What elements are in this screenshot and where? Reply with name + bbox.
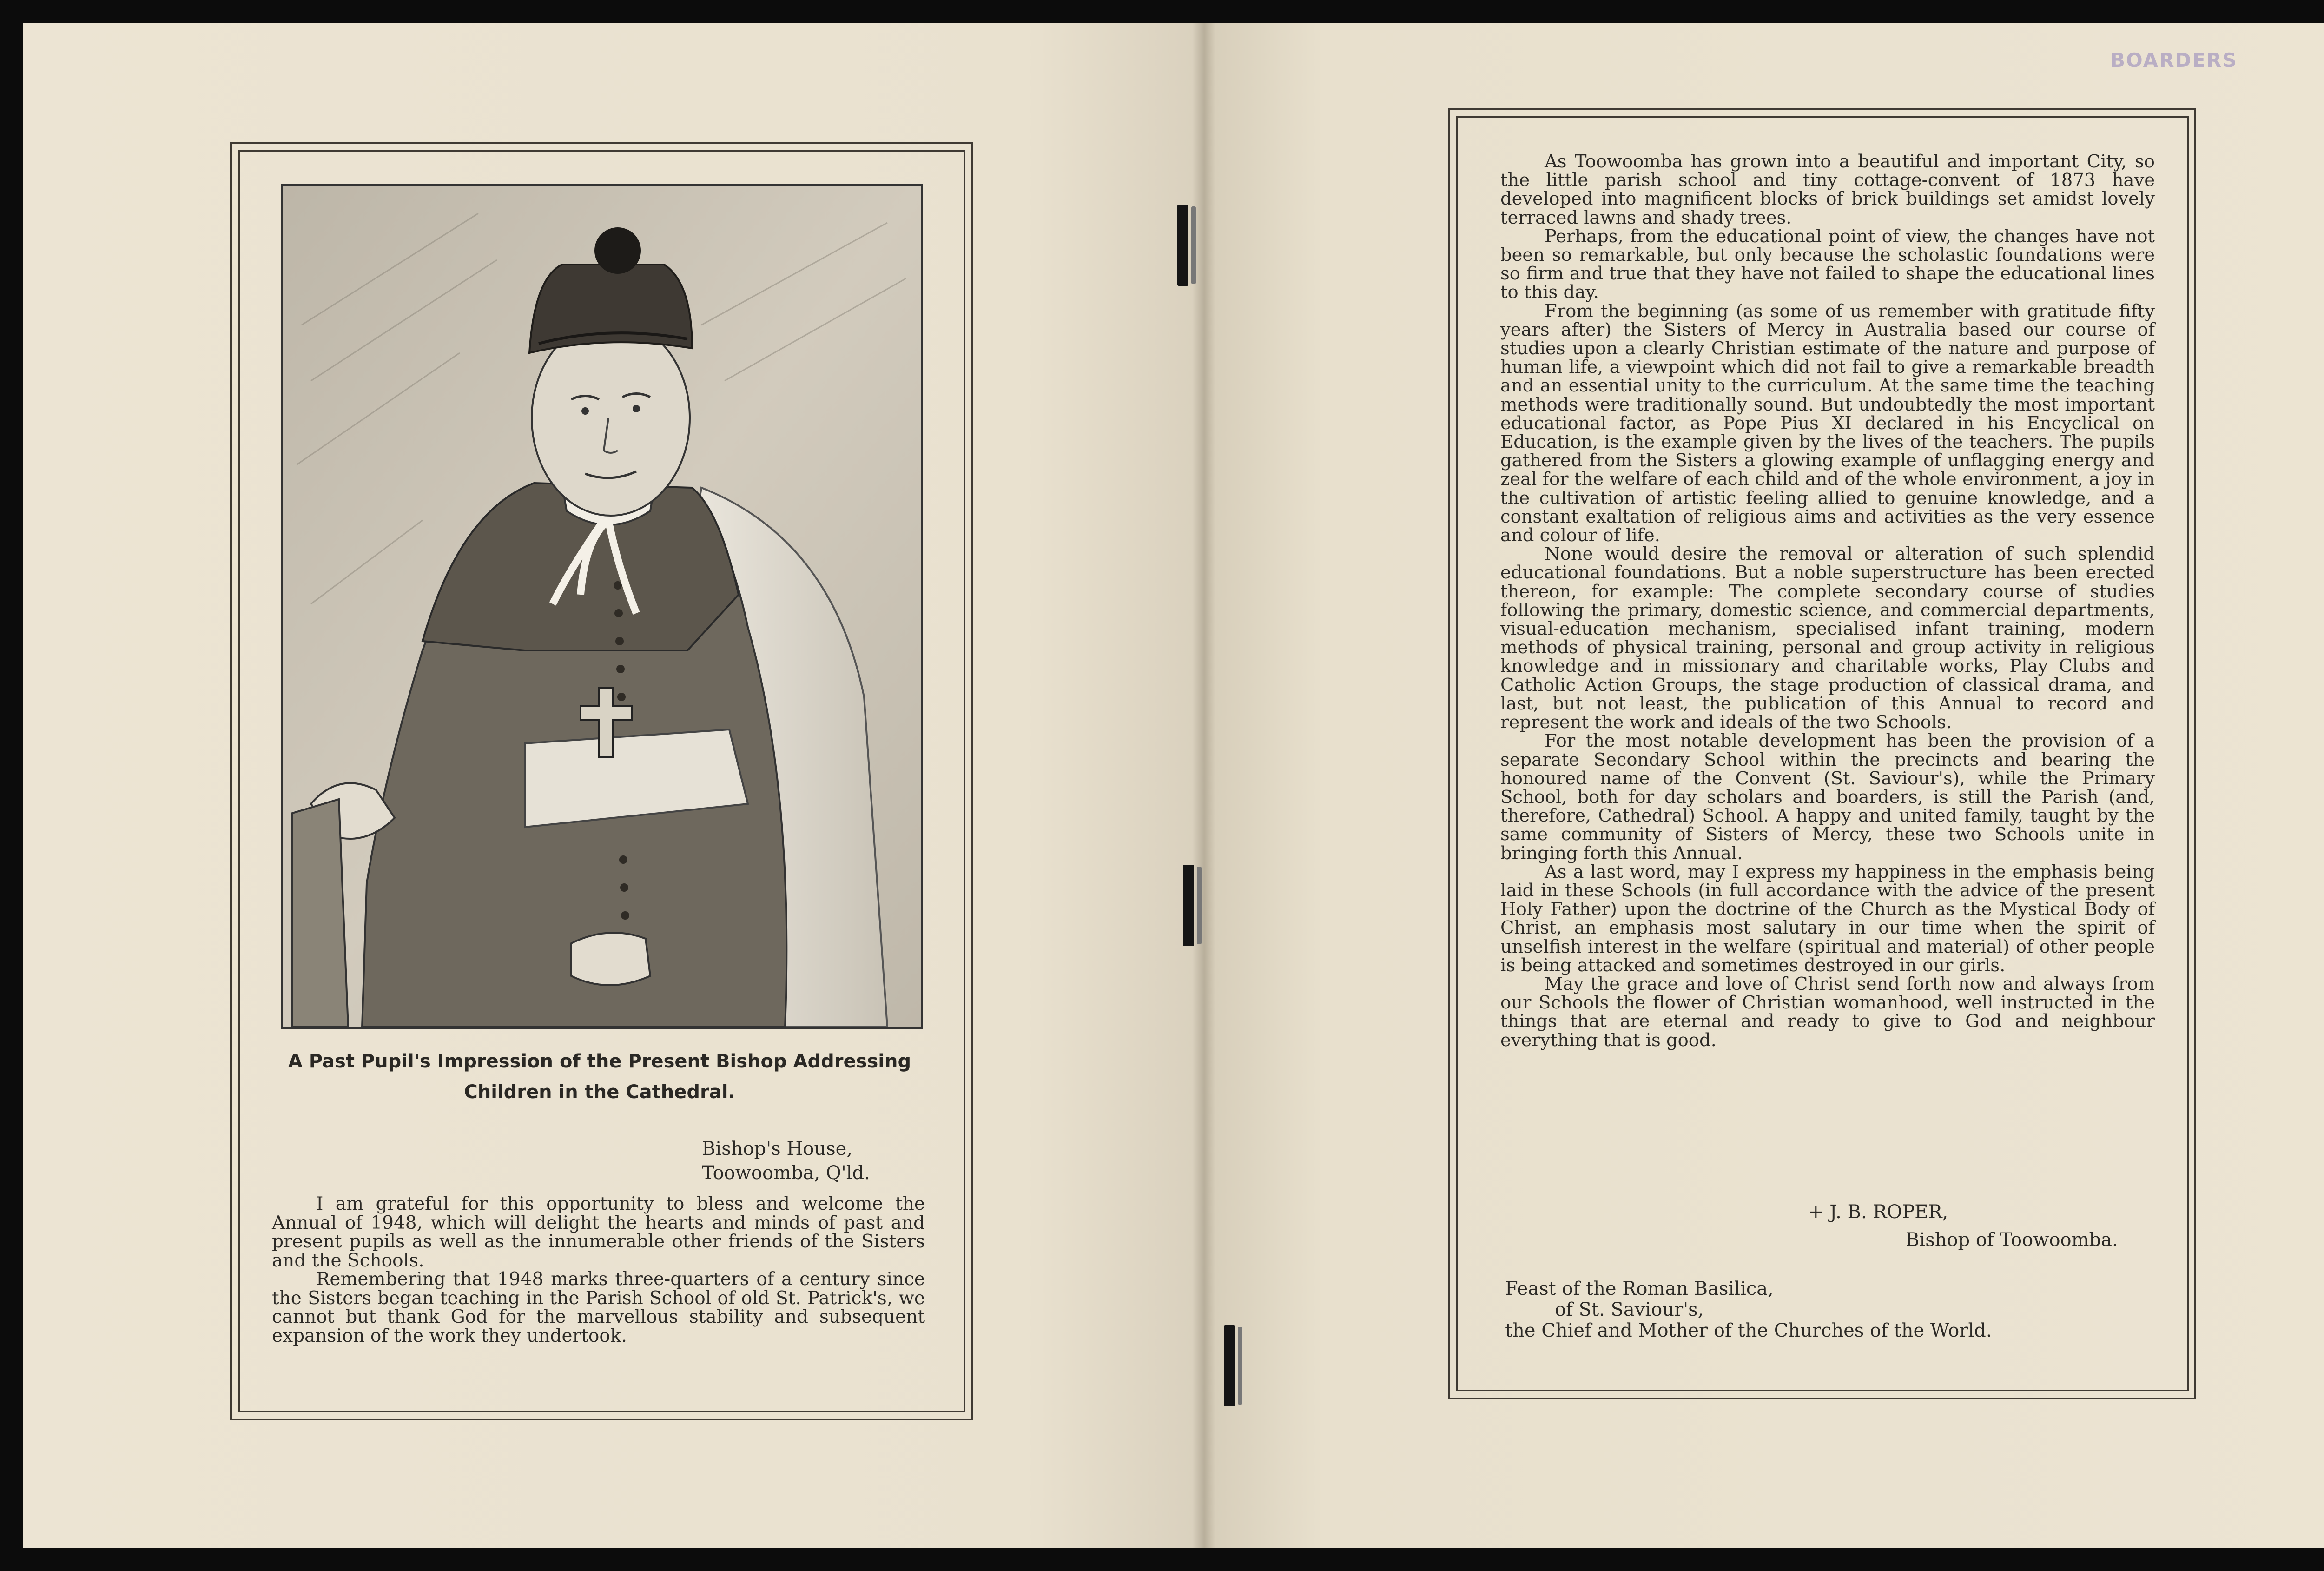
staple-bottom xyxy=(1224,1325,1235,1406)
bishop-portrait-image xyxy=(281,184,923,1029)
right-paragraph: As Toowoomba has grown into a beautiful and important City, so the little parish school and tiny cottage-convent of 1873 have developed into magnificent blocks of brick buildings set amidst lovely terraced lawns and shady trees. xyxy=(1500,151,2155,228)
address-line2: Toowoomba, Q'ld. xyxy=(702,1162,870,1184)
feast-line3: the Chief and Mother of the Churches of the World. xyxy=(1505,1320,1992,1341)
right-paragraph: For the most notable development has been the provision of a separate Secondary School within the precincts and bearing the honoured name of the Convent (St. Saviour's), while the Primary School, both for day scholars and boarders, is still the Parish (and, therefore, Cathedral) School. A happy and united family, taught by the same community of Sisters of Mercy, these two Schools unite in bringing forth this Annual. xyxy=(1500,730,2155,864)
right-paragraph: From the beginning (as some of us remember with gratitude fifty years after) the Sisters of Mercy in Australia based our course of studies upon a clearly Christian estimate of the nature and purpose of human life, a viewpoint which did not fail to give a remarkable breadth and an essential unity to the curriculum. At the same time the teaching methods were traditionally sound. But undoubtedly the most important educational factor, as Pope Pius XI declared in his Encyclical on Education, is the example given by the lives of the teachers. The pupils gathered from the Sisters a glowing example of unflagging energy and zeal for the welfare of each child and of the whole environment, a joy in the cultivation of artistic feeling allied to genuine knowledge, and a constant exaltation of religious aims and activities as the very essence and colour of life. xyxy=(1500,300,2155,546)
right-letter-body xyxy=(1500,152,2155,1050)
portrait-caption-line1: A Past Pupil's Impression of the Present Bishop Addressing xyxy=(288,1051,911,1072)
staple-middle xyxy=(1183,865,1194,946)
feast-line2: of St. Saviour's, xyxy=(1555,1299,1704,1320)
portrait-caption-line2: Children in the Cathedral. xyxy=(464,1081,735,1103)
signature-title: Bishop of Toowoomba. xyxy=(1906,1229,2118,1251)
staple-top xyxy=(1177,205,1188,286)
left-letter-body xyxy=(272,1195,925,1346)
address-line1: Bishop's House, xyxy=(702,1138,853,1160)
left-paragraph: Remembering that 1948 marks three-quarters of a century since the Sisters began teaching in the Parish School of old St. Patrick's, we cannot but thank God for the marvellous stability and subsequent expansion of the work they undertook. xyxy=(272,1269,925,1346)
right-paragraph: Perhaps, from the educational point of view, the changes have not been so remarkable, but only because the scholastic foundations were so firm and true that they have not failed to shape the educational lines to this day. xyxy=(1500,225,2155,303)
signature-name: + J. B. ROPER, xyxy=(1808,1201,1948,1223)
right-paragraph: May the grace and love of Christ send forth now and always from our Schools the flower of Christian womanhood, well instructed in the things that are eternal and ready to give to God and neighbour everything that is good. xyxy=(1500,973,2155,1051)
right-paragraph: As a last word, may I express my happiness in the emphasis being laid in these Schools (in full accordance with the advice of the present Holy Father) upon the doctrine of the Church as the Mystical Body of Christ, an emphasis most salutary in our time when the spirit of unselfish interest in the welfare (spiritual and material) of other people is being attacked and sometimes destroyed in our girls. xyxy=(1500,861,2155,976)
boarders-stamp: BOARDERS xyxy=(2110,49,2238,72)
right-paragraph: None would desire the removal or alteration of such splendid educational foundations. But a noble superstructure has been erected thereon, for example: The complete secondary course of studies following the primary, domestic science, and commercial departments, visual-education mechanism, specialised infant training, modern methods of physical training, personal and group activity in religious knowledge and in missionary and charitable works, Play Clubs and Catholic Action Groups, the stage production of classical drama, and last, but not least, the publication of this Annual to record and represent the work and ideals of the two Schools. xyxy=(1500,544,2155,733)
left-paragraph: I am grateful for this opportunity to bless and welcome the Annual of 1948, which will delight the hearts and minds of past and present pupils as well as the innumerable other friends of the Sisters and the Schools. xyxy=(272,1193,925,1271)
feast-line1: Feast of the Roman Basilica, xyxy=(1505,1278,1774,1299)
